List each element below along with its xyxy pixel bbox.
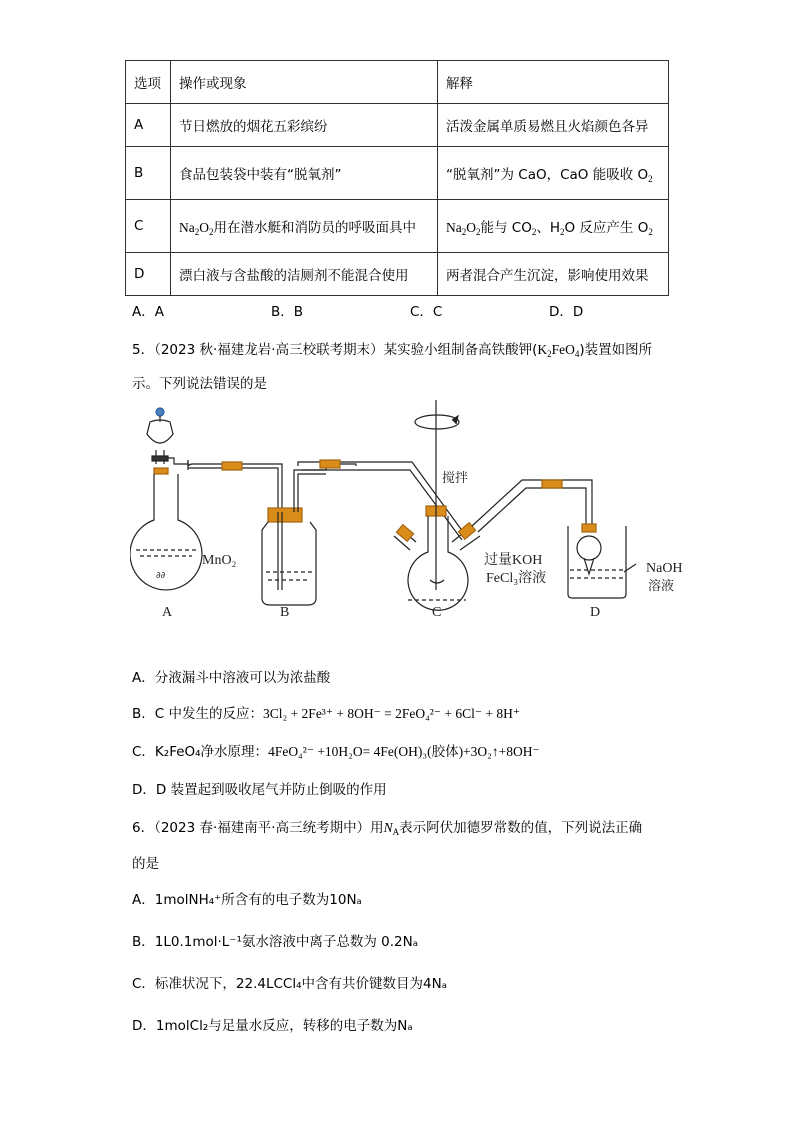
row-option: B <box>126 147 171 200</box>
label-koh: 过量KOH <box>484 553 543 568</box>
row-option: C <box>126 200 171 253</box>
choice-c: C．C <box>410 304 443 320</box>
q5-option-a: A．分液漏斗中溶液可以为浓盐酸 <box>132 670 331 686</box>
q5-stem-line2: 示。下列说法错误的是 <box>132 376 267 392</box>
row-operation: 漂白液与含盐酸的洁厕剂不能混合使用 <box>171 253 438 296</box>
row-option: A <box>126 104 171 147</box>
row-explanation: 两者混合产生沉淀，影响使用效果 <box>438 253 669 296</box>
svg-text:∂∂: ∂∂ <box>156 571 166 581</box>
q5-option-b: B．C 中发生的反应：3Cl₂ + 2Fe³⁺ + 8OH⁻ = 2FeO₄²⁻ + 6Cl⁻ + 8H⁺ <box>132 706 520 722</box>
header-option: 选项 <box>126 61 171 104</box>
choice-a: A．A <box>132 304 164 320</box>
q5-stem-line1: 5．（2023 秋·福建龙岩·高三校联考期末）某实验小组制备高铁酸钾$(K_2FeO_4)$装置如图所 <box>132 342 653 359</box>
table-row <box>126 200 669 253</box>
row-option: D <box>126 253 171 296</box>
q6-stem-line2: 的是 <box>132 856 159 872</box>
choice-b: B．B <box>271 304 304 320</box>
apparatus-diagram <box>130 400 700 625</box>
label-mno2: MnO₂ <box>202 553 237 568</box>
table-row <box>126 253 669 296</box>
row-explanation: 活泼金属单质易燃且火焰颜色各异 <box>438 104 669 147</box>
label-fecl3: FeCl₃溶液 <box>486 571 547 586</box>
q4-choices <box>132 300 692 320</box>
options-table <box>125 60 669 296</box>
table-row <box>126 147 669 200</box>
q6-option-c: C．标准状况下，22.4LCCl₄中含有共价键数目为4Nₐ <box>132 976 447 992</box>
row-operation: 食品包装袋中装有“脱氧剂” <box>171 147 438 200</box>
q5-option-c: C．K₂FeO₄净水原理：4FeO₄²⁻ +10H₂O= 4Fe(OH)₃(胶体)+3O₂↑+8OH⁻ <box>132 744 540 760</box>
label-solution: 溶液 <box>648 579 675 594</box>
table-row <box>126 104 669 147</box>
q6-option-b: B．1L0.1mol·L⁻¹氨水溶液中离子总数为 0.2Nₐ <box>132 934 418 950</box>
label-d: D <box>590 605 601 620</box>
label-b: B <box>280 605 290 620</box>
q5-option-d: D．D 装置起到吸收尾气并防止倒吸的作用 <box>132 782 387 798</box>
q6-option-d: D．1molCl₂与足量水反应，转移的电子数为Nₐ <box>132 1018 413 1034</box>
row-explanation: $Na_2O_2$能与 $CO_2$、$H_2O$ 反应产生 $O_2$ <box>438 200 669 253</box>
label-a: A <box>162 605 173 620</box>
row-explanation: “脱氧剂”为 CaO，CaO 能吸收 $O_2$ <box>438 147 669 200</box>
label-stir: 搅拌 <box>442 471 469 486</box>
choice-d: D．D <box>549 304 584 320</box>
q6-stem-line1: 6．（2023 春·福建南平·高三统考期中）用$N_A$表示阿伏加德罗常数的值，下列说法正确 <box>132 820 643 837</box>
label-c: C <box>432 605 442 620</box>
q6-option-a: A．1molNH₄⁺所含有的电子数为10Nₐ <box>132 892 362 908</box>
row-operation: $Na_2O_2$用在潜水艇和消防员的呼吸面具中 <box>171 200 438 253</box>
header-explanation: 解释 <box>438 61 669 104</box>
row-operation: 节日燃放的烟花五彩缤纷 <box>171 104 438 147</box>
header-operation: 操作或现象 <box>171 61 438 104</box>
label-naoh: NaOH <box>646 561 683 576</box>
table-header-row <box>126 61 669 104</box>
